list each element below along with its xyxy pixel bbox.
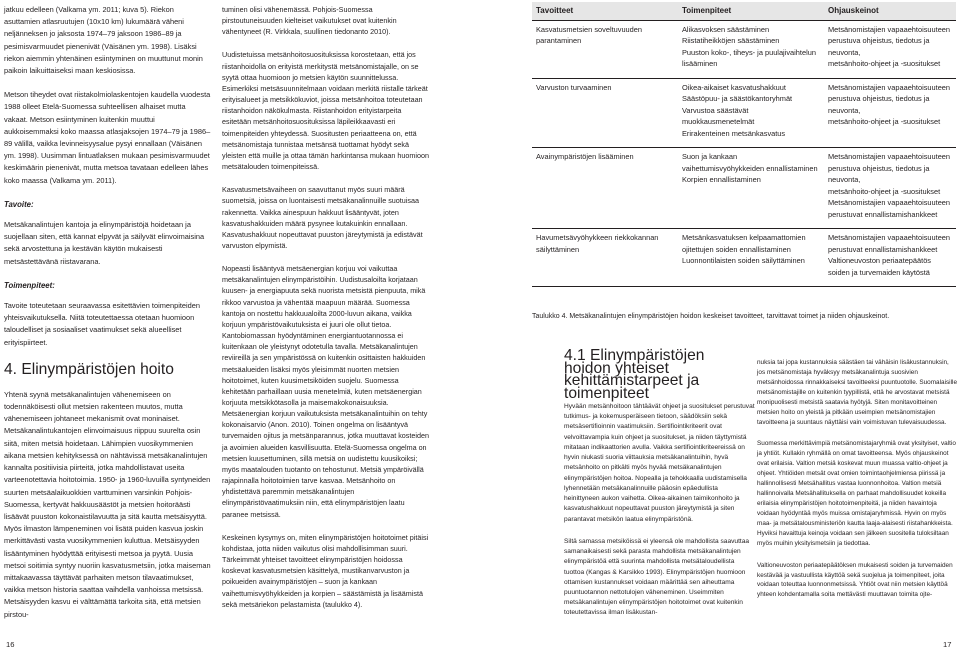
means-item: metsänhoito-ohjeet ja -suositukset <box>828 186 941 196</box>
page-number: 16 <box>6 640 15 649</box>
action-item: Säästöpuu- ja säästökantoryhmät <box>682 94 793 103</box>
paragraph: tuminen olisi vähenemässä. Pohjois-Suomessa pirstoutuneisuuden kielteiset vaikutukset ovat kuitenkin vähentyneet (R. Virkkala, suullinen tiedonanto 2010). <box>222 5 397 37</box>
means-cell <box>824 148 956 229</box>
paragraph: Metsäkanalintujen kantoja ja elinympäristöjä hoidetaan ja suojellaan siten, että kannat elpyvät ja säilyvät elinvoimaisina sekä arvostettuna ja kestävän käytön mukaisesti metsästettävänä riistavarana. <box>4 220 205 266</box>
paragraph: Keskeinen kysymys on, miten elinympäristöjen hoitotoimet pitäisi kohdistaa, jotta niiden vaikutus olisi mahdollisimman suuri. Tärkeimmät yhteiset tavoitteet elinympäristöjen hoidossa koskevat kasvatusmetsien käsittelyä, mustikanvarvuston ja poikueiden avainympäristöjen – suon ja kankaan vaihettumisvyöhykkeiden ja korpien – säästämistä ja lisäämistä sekä metsäriekon pelastamista (taulukko 4). <box>222 532 429 609</box>
paragraph: Suomessa merkittävimpiä metsänomistajaryhmiä ovat yksityiset, valtio ja yhtiöt. Kullakin ryhmällä on omat tavoitteensa. Myös ohjauskeinot ovat erilaisia. Valtion metsiä koskevat muun muassa valtio-ohjeet ja ohjeet. Yhtiöiden metsät ovat omien toimintaohjelmiensa piirissä ja hallinnollisesti Metsähallitus vastaa luonnonhoitoa. Valtion metsiä hallinnoivalla Metsähallituksella on parhaat mahdollisuudet kokeilla erilaisia elinympäristöjen hoitotoimenpiteitä, ja niiden havaintoja voidaan hyödyntää myös muissa omistajaryhmissä. Hyvin on myös maa- ja metsätalousministeriön kautta laaja-alaisesti riistahankkeista. Hyviksi havaittuja keinoja voidaan sen jälkeen suositella tuloksiltaan myös muihin yksityismetsiin ja tiedottaa. <box>757 440 956 547</box>
action-item: Oikea-aikaiset kasvatushakkuut <box>682 82 786 92</box>
table-row <box>532 78 956 148</box>
table-caption: Taulukko 4. Metsäkanalintujen elinympäristöjen hoidon keskeiset tavoitteet, tarvittavat toimet ja niiden ohjauskeinot. <box>532 313 890 320</box>
paragraph: Kasvatusmetsävaiheen on saavuttanut myös suuri määrä suometsiä, joissa on luontaisesti metsäkanalinnuille suotuisaa rakennetta. Vaikka ainespuun hakkuut lisääntyvät, joten kasvatushakkuiden määrä pysynee kutakuinkin ennallaan. Kasvatushakkuut nopeuttavat puuston järeytymistä ja edistävät varvuston elpymistä. <box>222 185 423 250</box>
right-column-left <box>564 402 755 631</box>
paragraph: nuksia tai jopa kustannuksia säästäen tai vähäisin lisäkustannuksin, jos metsänomistaja hyväksyy metsäkanalintuja suosivien metsänhoidossa rinnakkaiseksi tavoitteeksi puuntuotolle. Suomalaisille metsänomistajille on kuitenkin tyypillistä, että he arvostavat metsistä monipuolisesti metsistä saatavia hyötyjä. Siten monitavoitteinen metsien hoito on yleistä ja pitkään useimpien metsänomistajien tavoitteena ja suuntaus näyttäisi vain voimistuvan tulevaisuudessa. <box>757 359 957 426</box>
goal-cell: Avainympäristöjen lisääminen <box>532 148 678 229</box>
section-heading: 4. Elinympäristöjen hoito <box>4 360 174 378</box>
action-item: Suon ja kankaan vaihettumisvyöhykkeiden ennallistaminen <box>682 152 818 173</box>
paragraph: jatkuu edelleen (Valkama ym. 2011; kuva 5). Riekon asuttamien atlasruutujen (10x10 km) lukumäärä väheni neljänneksen jo jaksosta 1974–79 jaksoon 1986–89 ja pesimisvarmuudet pienenivät (Väisänen ym. 1998). Lisäksi riekon aiemmin yhtenäinen esiintyminen on muuttunut monin paikoin laikuittaiseksi maan keskiosissa. <box>4 5 203 76</box>
left-column <box>4 4 211 633</box>
paragraph: Siltä samassa metsiköissä ei yleensä ole mahdollista saavuttaa samanaikaisesti sekä parasta mahdollista metsäkanalintujen elinympäristöä että suurinta mahdollista metsätaloudellista tuottoa (Kangas & Karsikko 1993). Elinympäristöjen huomioon ottamisen kustannukset voidaan määrittää sen aiheuttama puuntuotannon nettotulojen väheneminen. Useimmiten metsäkanalintujen elinympäristöjen hoitotoimet ovat kuitenkin toteutettavissa ilman lisäkustan- <box>564 537 750 617</box>
action-item: Metsänkasvatuksen kelpaamattomien ojitettujen soiden ennallistaminen <box>682 233 806 254</box>
actions-cell <box>678 20 824 78</box>
means-item: metsänhoito-ohjeet ja -suositukset <box>828 59 941 68</box>
paragraph: Yhtenä syynä metsäkanalintujen vähenemiseen on todennäköisesti ollut metsien rakenteen muutos, mutta vähenemiseen johtaneet mekanismit ovat moninaiset. Metsäkanalintukantojen elinvoimaisuus riippuu suurelta osin siitä, miten metsiä hoidetaan. Lähimpien vuosikymmenien aikana metsien kehityksessä on nähtävissä metsäkanalintujen kannalta positiivisia piirteitä, jotka mahdollistavat useita varteenotettavia hoitotoimia. 1950- ja 1960-luvuilla syntyneiden suurten metsäalaikuokkien varttuminen varsinkin Pohjois-Suomessa, kertyvät hakkuusäästöt ja metsien hoitoräästi lisäävät puuston kokonaistilavuutta ja sitä kautta metsäisyyttä. Myös ilmaston lämpeneminen voi lisätä puiden kasvua joskin merkittävästi vasta vuosikymmenien kuluttua. Metsäisyyden lisääntyminen hyödyttää erityisesti metsoa ja pyytä. Uusia metsoi soitimia syntyy nuoriin kasvatusmetsiin, jotka maiseman mittakaavassa täyttävät parhaiten metson tilavaatimukset, vaikka metson historia saattaa vaihdella vanhoissa metsissä. Metsäisyyden kasvu ei välttämättä tarkoita sitä, että metsien pirstou- <box>4 389 211 619</box>
means-cell <box>824 229 956 287</box>
means-item: Metsänomistajien vapaaehtoisuuteen perustuva ohjeistus, tiedotus ja neuvonta, <box>828 24 951 57</box>
action-item: Riistatiheikköjen säästäminen <box>682 36 780 45</box>
goals-table <box>532 2 956 287</box>
means-item: Metsänomistajien vapaaehtoisuuteen perustuvat ennallistamishankkeet <box>828 233 951 254</box>
table-header: Tavoitteet <box>532 2 678 20</box>
table-row <box>532 20 956 78</box>
subsection-heading: 4.1 Elinympäristöjen hoidon yhteiset kehittämistarpeet ja toimenpiteet <box>564 347 705 402</box>
paragraph: Nopeasti lisääntyvä metsäenergian korjuu voi vaikuttaa metsäkanalintujen elinympäristöihin. Uudistusaloilta korjataan kuusen- ja energiapuuta sekä nuorista metsistä pienpuuta, mikä rikkoo varvustoa ja vähentää maapuun määrää. Suomessa kantoja on nostettu hakkuualoilta 2000-luvun aikana, vaikka korjuun ympäristövaikutuksista ei juuri ole ollut tietoa. Kantobiomassan hyödyntäminen energiantuotannossa ei kuitenkaan ole yleistynyt odotetulla tavalla. Metsäkanalintujen reviireillä ja sen ympäristössä on kuitenkin osittaisten hakkuiden metsäalueiden lisäksi myös yleisimmät nuorten metsien hoitotoimet, kuten kuusimetsiköiden suojelu. Suomessa kehitetään parhaillaan uusia menetelmiä, kuten metsäenergian korjuuta metsikkötasolla ja maisemakokonaisuuksia. Metsäenergian korjuun vaikutuksista metsäkanalintuihin on tehty kokonaisarvio (Anon. 2010). Toinen ongelma on lisääntyvä turvemaiden ojitus ja metsänparannus, jotka muuttavat kosteiden ja avoimien alueiden kasvillisuutta. Etelä-Suomessa ongelma on metsien kuusettuminen, sillä metsiä on uudistettu kuusikoiksi; myös maatalouden tuotanto on tehostunut. Metsiä ympäröivällä rajapinnalla hoitotoimien tarve kasvaa. Metsänhoito on yhdistettävä paremmin metsäkanalintujen elinympäristövaatimuksiin niin, että elinympäristöjen laatu paranee metsissä. <box>222 264 429 519</box>
paragraph: Hyvään metsänhoitoon tähtäävät ohjeet ja suositukset perustuvat tutkimus- ja kokemusperäiseen tietoon, säädöksiin sekä metsäsertifioinnin vaatimuksiin. Sertifiointikriteerit ovat velvoittavampia kuin ohjeet ja suositukset, ja niiden täyttymistä mitataan indikaattorien avulla. Vaikka sertifiointikriteereissä on hyvin niukasti suoria viittauksia metsäkanalintuihin, hyvä metsänhoito on pitkälti myös hyvää metsäkanalintujen elinympäristöjen hoitoa. Nopealla ja tehokkaalla uudistamisella lyhennetään metsäkanalinnuille pääosin epäedullista heinittyneen aukon vaihetta. Oikea-aikainen taimikonhoito ja kasvatushakkuut nopeuttavat puuston järeytymistä ja siten parantavat metsikön laatua elinympäristönä. <box>564 403 755 523</box>
means-item: Metsänomistajien vapaaehtoisuuteen perustuva ohjeistus, tiedotus ja neuvonta, <box>828 152 951 184</box>
actions-cell <box>678 78 824 148</box>
action-item: Varvustoa säästävät muokkausmenetelmät <box>682 105 755 126</box>
actions-cell <box>678 229 824 287</box>
table-row <box>532 229 956 287</box>
means-item: Metsänomistajien vapaaehtoisuuteen perustuvat ennallistamishankkeet <box>828 198 951 219</box>
means-item: Metsänomistajien vapaaehtoisuuteen perustuva ohjeistus, tiedotus ja neuvonta, <box>828 82 951 115</box>
table-header-row <box>532 2 956 20</box>
goal-cell: Havumetsävyöhykkeen riekkokannan säilyttäminen <box>532 229 678 287</box>
table-header: Toimenpiteet <box>678 2 824 20</box>
middle-column <box>222 4 429 622</box>
table-header: Ohjauskeinot <box>824 2 956 20</box>
means-cell <box>824 20 956 78</box>
table-row <box>532 148 956 229</box>
goal-cell: Varvuston turvaaminen <box>532 78 678 148</box>
goal-heading: Tavoite: <box>4 199 34 209</box>
goal-cell: Kasvatusmetsien soveltuvuuden parantaminen <box>532 20 678 78</box>
action-item: Luonnontilaisten soiden säilyttäminen <box>682 256 805 265</box>
means-cell <box>824 78 956 148</box>
paragraph: Tavoite toteutetaan seuraavassa esitettävien toimenpiteiden yhteisvaikutuksella. Niitä toteutettaessa otetaan huomioon taloudelliset ja sosiaaliset vaatimukset sekä alueelliset erityispiirteet. <box>4 301 200 347</box>
means-item: Valtioneuvoston periaatepäätös soiden ja turvemaiden käytöstä <box>828 256 931 277</box>
action-item: Korpien ennallistaminen <box>682 175 761 184</box>
action-item: Puuston koko-, tiheys- ja puulajivaihtelun lisääminen <box>682 47 816 68</box>
action-item: Alikasvoksen säästäminen <box>682 24 770 34</box>
paragraph: Metson tiheydet ovat riistakolmiolaskentojen kaudella vuodesta 1988 olleet Etelä-Suomessa suhteellisen alhaiset mutta vakaat. Metson esiintyminen kuitenkin muuttui aukkoisemmaksi koko maassa atlasjaksojen 1974–79 ja 1986–89 välillä, vaikka levinneisyysalue pysyi ennallaan (Väisänen ym. 1998). Uusimman lintuatlaksen mukaan pesimisvarmuudet keskimäärin pienenivät, mutta metsoa tavataan edelleen lähes koko maassa (Valkama ym. 2011). <box>4 90 211 185</box>
means-item: metsänhoito-ohjeet ja -suositukset <box>828 117 941 126</box>
action-item: Erirakenteinen metsänkasvatus <box>682 128 786 138</box>
paragraph: Uudistetuissa metsänhoitosuosituksissa korostetaan, että jos riistanhoidolla on erityistä merkitystä metsänomistajalle, on se syytä ottaa huomioon jo metsien käytön suunnittelussa. Esimerkiksi metsäsuunnitelmaan voidaan merkitä riistalle tärkeät erityisalueet ja metsikkökuviot, joissa metsänhoitoa toteutetaan riistanhoidon näkökulmasta. Riistanhoidon erityistarpeita esitetään metsänhoitosuosituksissa läpileikkaavasti eri toimenpiteiden yhteydessä. Suositusten periaatteena on, että metsänomistaja tunnistaa metsänsä tuottamat hyödyt sekä yleisten että muille ja ottaa tämän harkintansa mukaan huomioon metsätalouden toimenpiteissä. <box>222 50 429 172</box>
measures-heading: Toimenpiteet: <box>4 280 55 290</box>
paragraph: Valtioneuvoston periaatepäätöksen mukaisesti soiden ja turvemaiden kestävää ja vastuullista käyttöä sekä suojelua ja toimenpiteet, joita voidaan toteuttaa luonnonmetsissä. Yhtiöt ovat niin metsien käyttöä yhteen kohdentamalla soita mettävästi muuttavan toimita ojte- <box>757 561 953 599</box>
actions-cell <box>678 148 824 229</box>
page-number: 17 <box>943 640 952 649</box>
right-column-right <box>757 358 957 612</box>
